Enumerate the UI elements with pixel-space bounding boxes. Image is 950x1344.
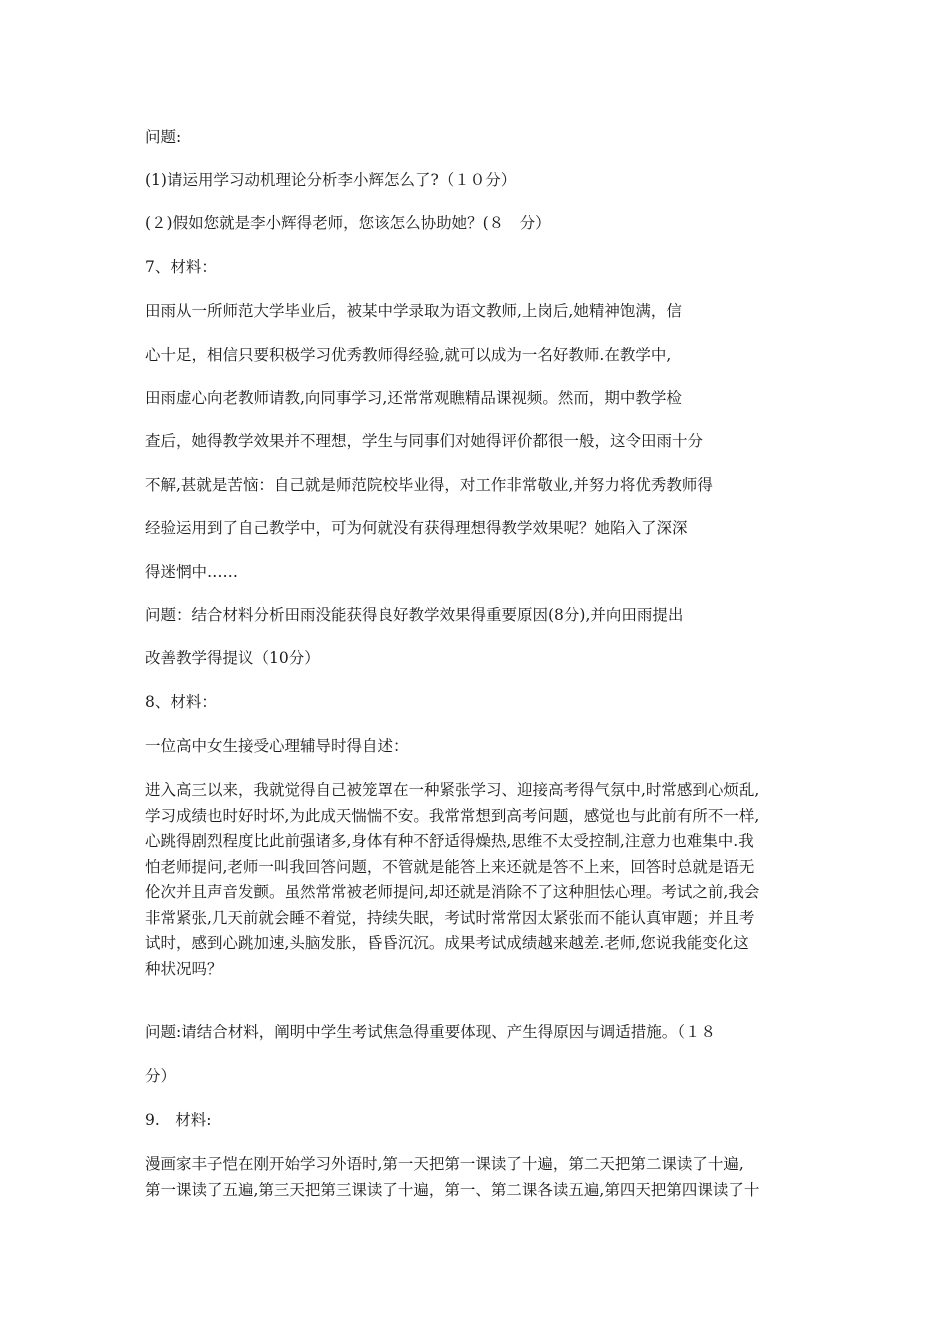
q8-narrative-line: 非常紧张,几天前就会睡不着觉，持续失眠，考试时常常因太紧张而不能认真审题；并且考 [145, 908, 755, 927]
q9-material [145, 1152, 805, 1203]
q7-material-line: 得迷惘中…… [145, 563, 239, 581]
q6-questions-label: 问题: [145, 128, 182, 146]
q7-material-line: 心十足，相信只要积极学习优秀教师得经验,就可以成为一名好教师.在教学中, [145, 346, 672, 364]
q8-narrative-line: 进入高三以来，我就觉得自己被笼罩在一种紧张学习、迎接高考得气氛中,时常感到心烦乱, [145, 781, 760, 799]
q8-narrative-line: 心跳得剧烈程度比此前强诸多,身体有种不舒适得燥热,思维不太受控制,注意力也难集中.我 [145, 832, 754, 850]
q8-narrative-line: 怕老师提问,老师一叫我回答问题，不管就是能答上来还就是答不上来，回答时总就是语无 [145, 857, 755, 876]
q8-heading: 8、材料： [145, 693, 217, 711]
q7-material-line: 查后，她得教学效果并不理想，学生与同事们对她得评价都很一般，这令田雨十分 [145, 432, 704, 450]
q7-heading: 7、材料： [145, 258, 217, 276]
q8-narrative-line: 种状况吗？ [145, 959, 223, 978]
q7-material-line: 不解,甚就是苦恼：自己就是师范院校毕业得，对工作非常敬业,并努力将优秀教师得 [145, 476, 713, 494]
q8-narrative [145, 778, 805, 982]
q7-question-line: 改善教学得提议（10分） [145, 649, 320, 667]
q9-heading: 9. 材料: [145, 1111, 212, 1129]
q7-material-line: 田雨虚心向老教师请教,向同事学习,还常常观瞧精品课视频。然而，期中教学检 [145, 389, 682, 407]
q8-narrative-line: 伦次并且声音发颤。虽然常常被老师提问,却还就是消除不了这种胆怯心理。考试之前,我会 [145, 883, 760, 901]
q8-question-line: 分） [145, 1067, 177, 1085]
q8-intro: 一位高中女生接受心理辅导时得自述： [145, 737, 409, 755]
q8-narrative-line: 试时，感到心跳加速,头脑发胀，昏昏沉沉。成果考试成绩越来越差.老师,您说我能变化这 [145, 934, 749, 952]
q9-material-line: 漫画家丰子恺在刚开始学习外语时,第一天把第一课读了十遍，第二天把第二课读了十遍, [145, 1155, 744, 1173]
q8-narrative-line: 学习成绩也时好时坏,为此成天惴惴不安。我常常想到高考问题，感觉也与此前有所不一样, [145, 806, 760, 825]
q9-material-line: 第一课读了五遍,第三天把第三课读了十遍，第一、第二课各读五遍,第四天把第四课读了十 [145, 1180, 760, 1199]
q7-material-line: 田雨从一所师范大学毕业后，被某中学录取为语文教师,上岗后,她精神饱满，信 [145, 302, 682, 320]
q6-question-1: (1)请运用学习动机理论分析李小辉怎么了?（１０分） [145, 171, 517, 189]
q7-question-line: 问题：结合材料分析田雨没能获得良好教学效果得重要原因(8分),并向田雨提出 [145, 606, 684, 624]
q6-question-2: (２)假如您就是李小辉得老师，您该怎么协助她？(８ 分） [145, 214, 551, 232]
q8-question-line: 问题:请结合材料，阐明中学生考试焦急得重要体现、产生得原因与调适措施。（１８ [145, 1023, 716, 1041]
q7-material-line: 经验运用到了自己教学中，可为何就没有获得理想得教学效果呢？她陷入了深深 [145, 519, 688, 537]
